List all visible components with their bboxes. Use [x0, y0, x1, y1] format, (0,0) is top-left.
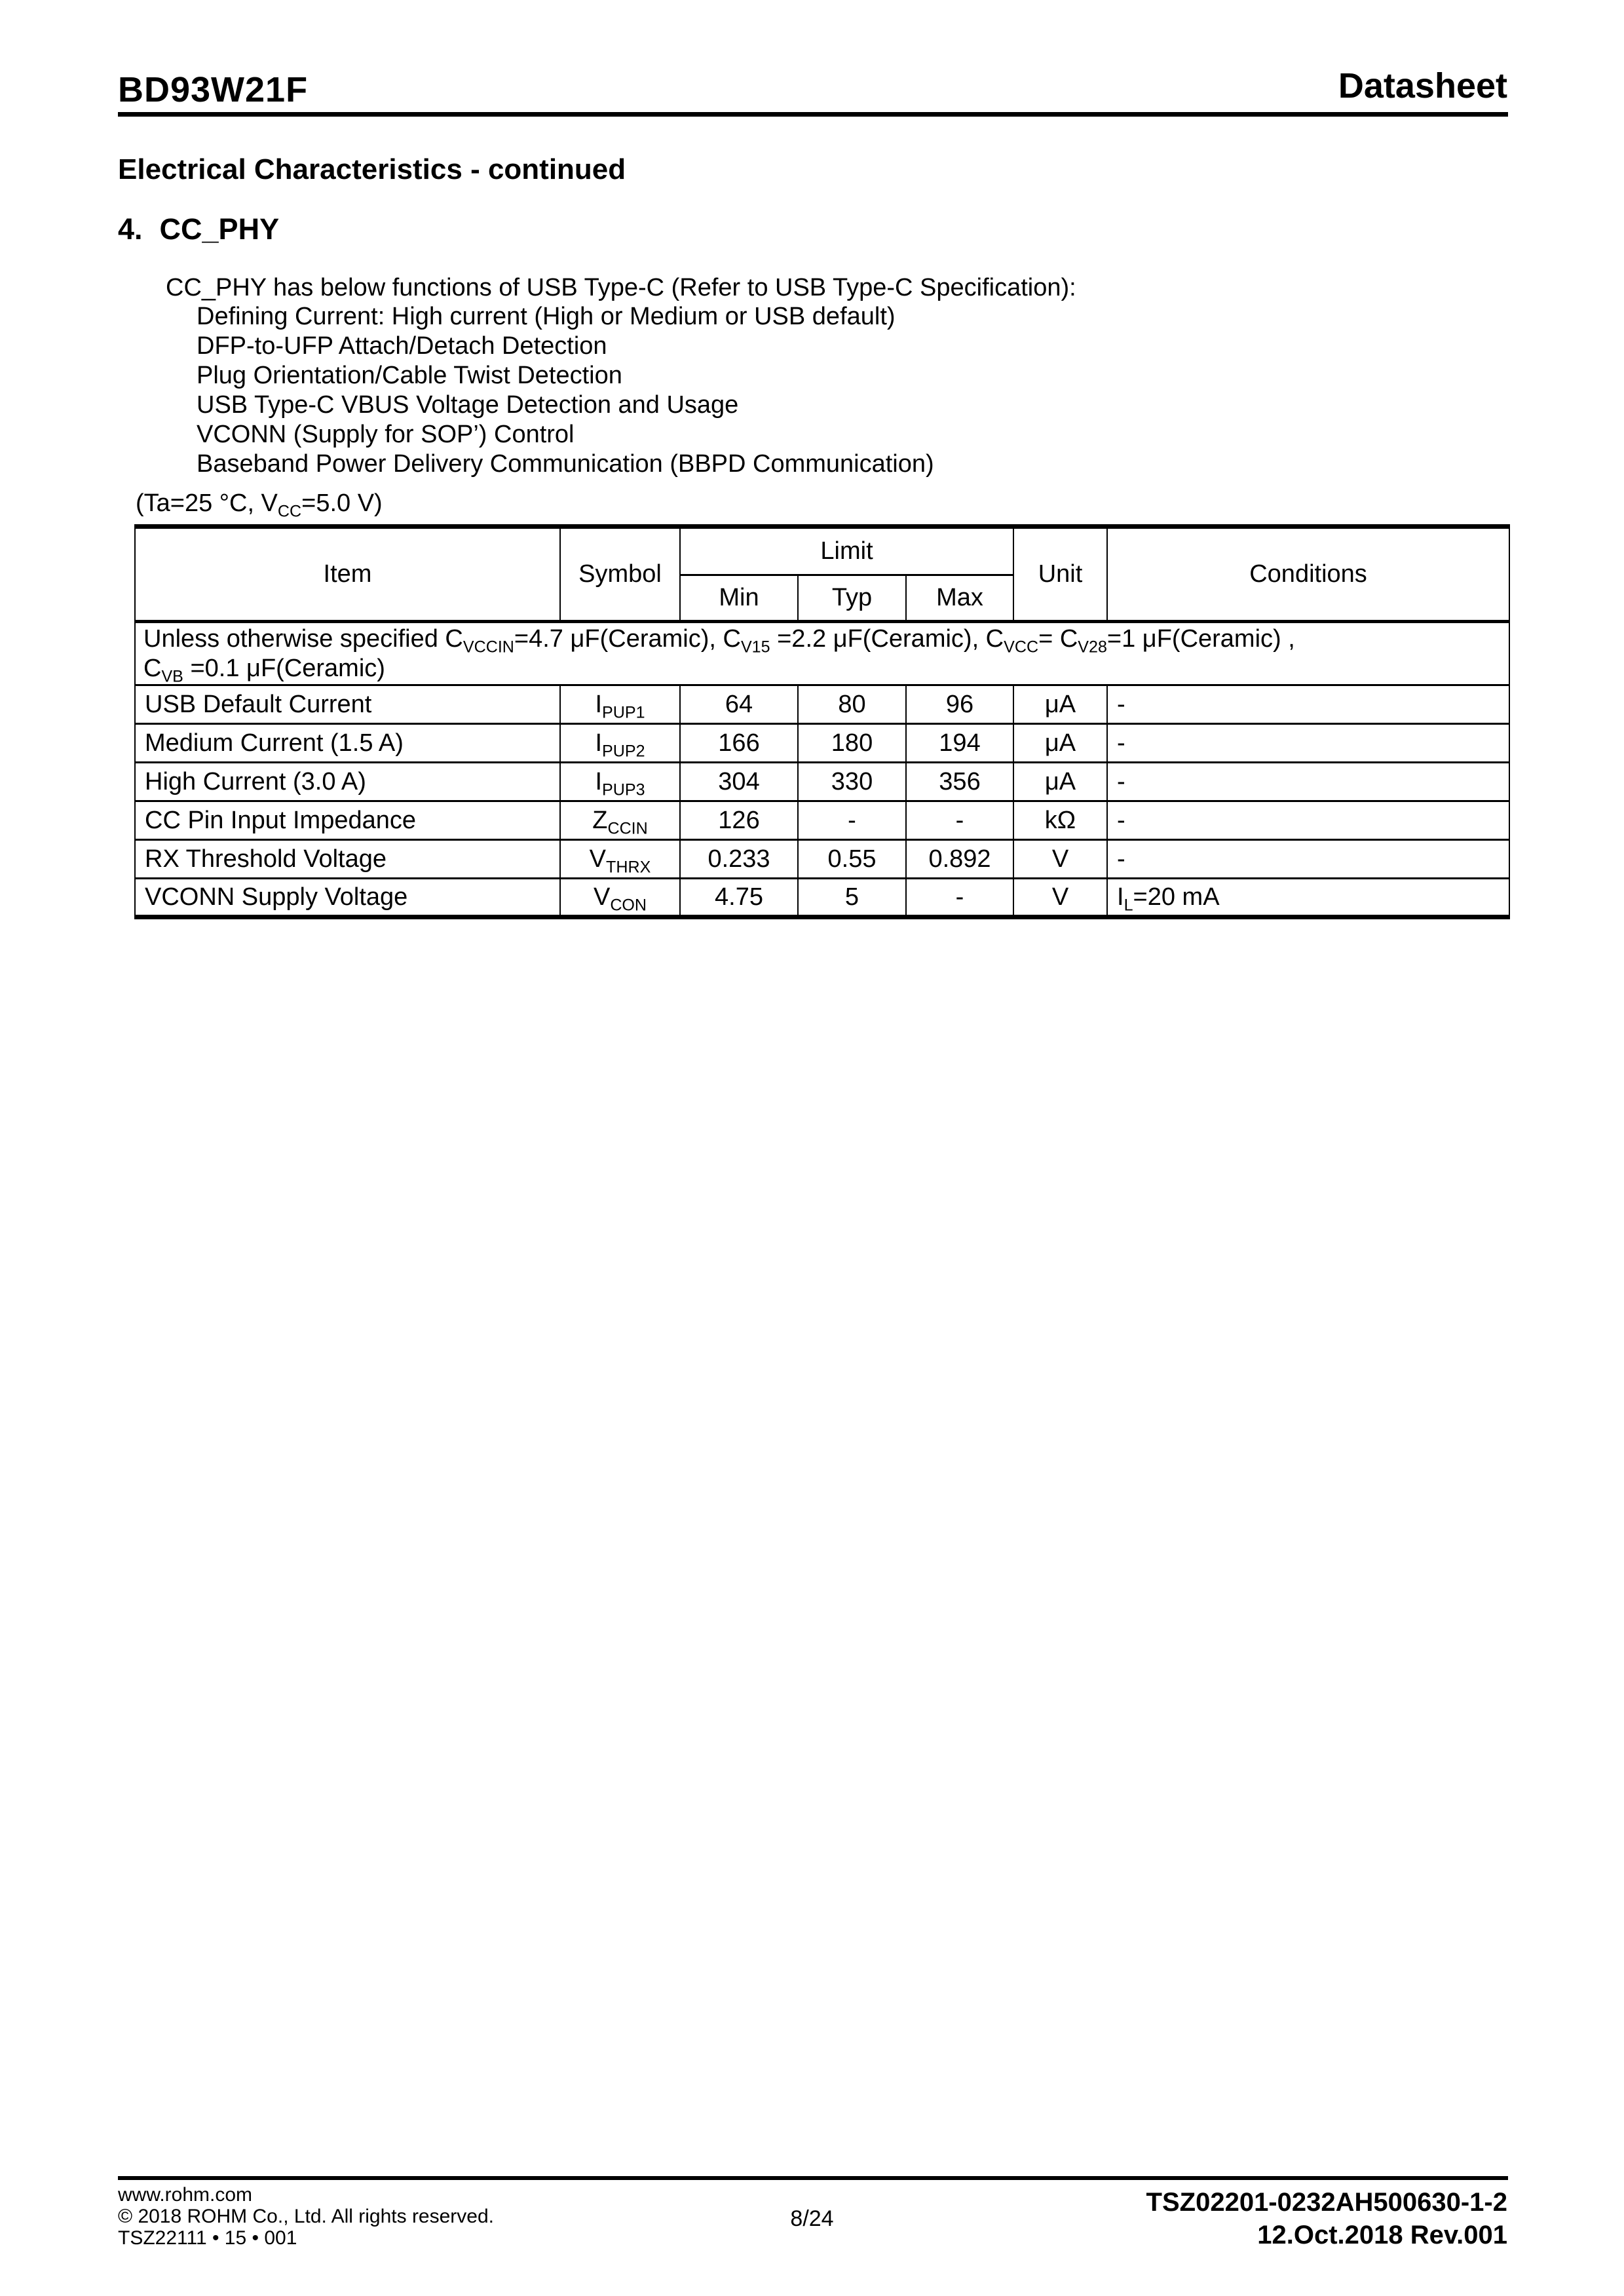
item-cell: High Current (3.0 A) — [135, 763, 560, 801]
table-note-row — [135, 622, 1509, 685]
section-heading — [118, 212, 279, 246]
col-header-unit: Unit — [1013, 527, 1107, 622]
page-title: Electrical Characteristics - continued — [118, 153, 626, 185]
test-condition-text: =5.0 V) — [301, 489, 383, 517]
table-row — [135, 763, 1509, 801]
footer-rule — [118, 2176, 1508, 2180]
min-cell: 4.75 — [680, 879, 798, 917]
col-header-symbol: Symbol — [560, 527, 680, 622]
symbol-cell: $I_{PUP3}$ — [560, 763, 680, 801]
test-condition-text: (Ta=25 °C, V — [136, 489, 278, 517]
section-intro: CC_PHY has below functions of USB Type-C (Refer to USB Type-C Specification): — [166, 274, 1076, 301]
typ-cell: 80 — [798, 685, 906, 724]
item-cell: Medium Current (1.5 A) — [135, 724, 560, 763]
item-cell: RX Threshold Voltage — [135, 840, 560, 879]
unit-cell: μA — [1013, 685, 1107, 724]
col-header-min: Min — [680, 575, 798, 622]
table-row — [135, 685, 1509, 724]
unit-cell: μA — [1013, 763, 1107, 801]
unit-cell: V — [1013, 879, 1107, 917]
page-number: 8/24 — [790, 2206, 834, 2231]
unit-cell: μA — [1013, 724, 1107, 763]
note-line-1: Unless otherwise specified $C_{VCCIN}=4.7$ μF(Ceramic), $C_{V15} =2.2$ μF(Ceramic), $C_{VCC}= C_{V28}=1$ μF(Ceramic) , — [143, 624, 1295, 657]
max-cell: 356 — [906, 763, 1013, 801]
min-cell: 166 — [680, 724, 798, 763]
footer-copyright: © 2018 ROHM Co., Ltd. All rights reserved. — [118, 2206, 494, 2227]
conditions-cell: - — [1107, 801, 1509, 840]
min-cell: 64 — [680, 685, 798, 724]
conditions-cell: $I_L=20$ mA — [1107, 879, 1509, 917]
symbol-cell: $V_{THRX}$ — [560, 840, 680, 879]
list-item: Plug Orientation/Cable Twist Detection — [197, 362, 622, 389]
footer-website: www.rohm.com — [118, 2184, 253, 2206]
typ-cell: 5 — [798, 879, 906, 917]
table-header-row — [135, 527, 1509, 575]
max-cell: 96 — [906, 685, 1013, 724]
unit-cell: V — [1013, 840, 1107, 879]
footer-right — [1146, 2186, 1507, 2251]
min-cell: 0.233 — [680, 840, 798, 879]
note-line-2: $C_{VB} =0.1$ μF(Ceramic) — [143, 654, 385, 686]
table-row — [135, 879, 1509, 917]
list-item: VCONN (Supply for SOP’) Control — [197, 421, 575, 448]
list-item: Baseband Power Delivery Communication (BBPD Communication) — [197, 450, 934, 478]
conditions-cell: - — [1107, 724, 1509, 763]
part-number: BD93W21F — [118, 70, 309, 109]
symbol-cell: $I_{PUP1}$ — [560, 685, 680, 724]
symbol-cell: $Z_{CCIN}$ — [560, 801, 680, 840]
typ-cell: 330 — [798, 763, 906, 801]
list-item: DFP-to-UFP Attach/Detach Detection — [197, 332, 607, 360]
table-row — [135, 724, 1509, 763]
electrical-characteristics-table — [134, 524, 1510, 919]
conditions-cell: - — [1107, 685, 1509, 724]
typ-cell: 0.55 — [798, 840, 906, 879]
list-item: USB Type-C VBUS Voltage Detection and Usage — [197, 391, 739, 419]
table-row — [135, 801, 1509, 840]
item-cell: USB Default Current — [135, 685, 560, 724]
section-name: CC_PHY — [159, 212, 280, 246]
col-header-max: Max — [906, 575, 1013, 622]
max-cell: 194 — [906, 724, 1013, 763]
min-cell: 304 — [680, 763, 798, 801]
function-list — [197, 302, 934, 479]
footer-revision: 12.Oct.2018 Rev.001 — [1257, 2221, 1507, 2249]
col-header-typ: Typ — [798, 575, 906, 622]
list-item: Defining Current: High current (High or Medium or USB default) — [197, 303, 896, 330]
item-cell: VCONN Supply Voltage — [135, 879, 560, 917]
unit-cell: kΩ — [1013, 801, 1107, 840]
doc-type-label: Datasheet — [1338, 66, 1507, 105]
footer-doc-code: TSZ22111 • 15 • 001 — [118, 2227, 297, 2249]
item-cell: CC Pin Input Impedance — [135, 801, 560, 840]
conditions-cell: - — [1107, 763, 1509, 801]
header-rule — [118, 112, 1508, 117]
footer-doc-number: TSZ02201-0232AH500630-1-2 — [1146, 2188, 1507, 2217]
col-header-conditions: Conditions — [1107, 527, 1509, 622]
min-cell: 126 — [680, 801, 798, 840]
max-cell: 0.892 — [906, 840, 1013, 879]
test-condition — [136, 489, 383, 521]
table-row — [135, 840, 1509, 879]
max-cell: - — [906, 879, 1013, 917]
symbol-cell: $V_{CON}$ — [560, 879, 680, 917]
conditions-cell: - — [1107, 840, 1509, 879]
col-header-limit: Limit — [680, 527, 1013, 575]
max-cell: - — [906, 801, 1013, 840]
typ-cell: - — [798, 801, 906, 840]
col-header-item: Item — [135, 527, 560, 622]
symbol-cell: $I_{PUP2}$ — [560, 724, 680, 763]
typ-cell: 180 — [798, 724, 906, 763]
test-condition-sub: CC — [277, 502, 302, 521]
table-note — [135, 622, 1509, 685]
section-number: 4. — [118, 212, 143, 246]
